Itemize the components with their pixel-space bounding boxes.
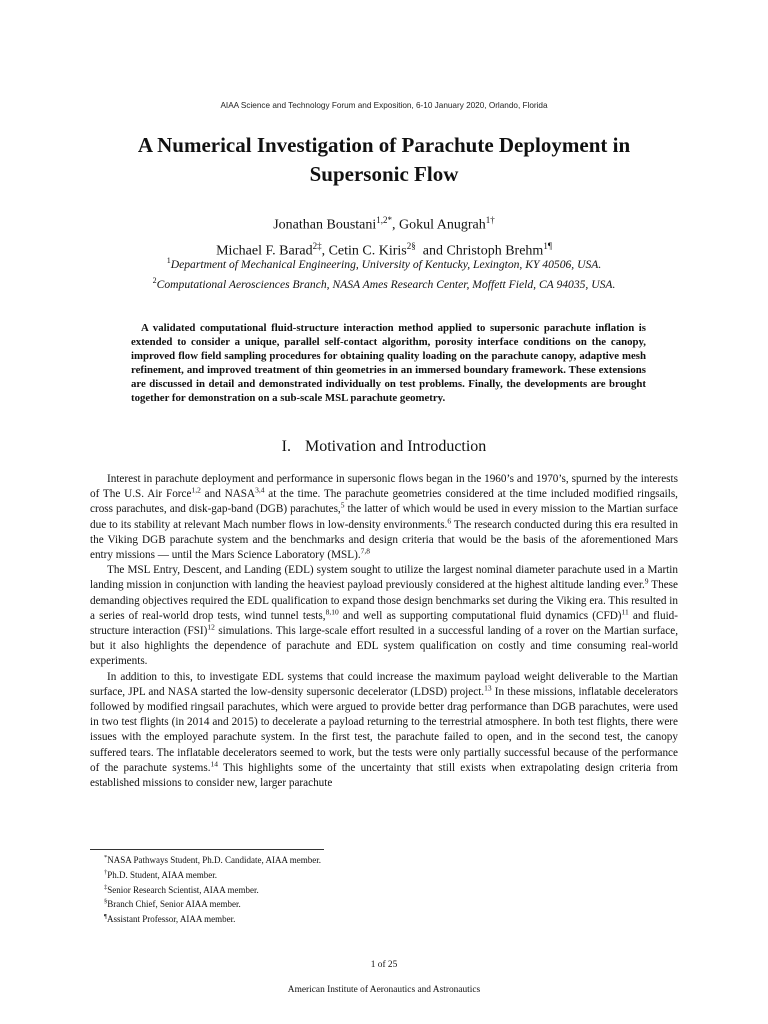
conference-header: AIAA Science and Technology Forum and Exposition, 6-10 January 2020, Orlando, Florida (220, 101, 548, 110)
author-name: Jonathan Boustani (273, 217, 377, 233)
paragraph (90, 472, 678, 563)
author-name: Christoph Brehm (446, 243, 544, 259)
footnote-marker: ‡ (317, 240, 322, 251)
footnote-text: NASA Pathways Student, Ph.D. Candidate, AIAA member. (107, 855, 321, 865)
footnote (104, 911, 604, 926)
footnote-mark: † (104, 868, 108, 876)
citation: 6 (447, 515, 452, 525)
paper-title (60, 131, 708, 189)
section-title: Motivation and Introduction (305, 438, 487, 455)
author-name: Michael F. Barad (216, 243, 313, 259)
footnote-divider (90, 849, 324, 850)
affiliation-text: Department of Mechanical Engineering, University of Kentucky, Lexington, KY 40506, USA. (170, 257, 602, 271)
footnote-marker: * (387, 215, 393, 225)
section-heading (0, 438, 768, 456)
citation: 5 (340, 500, 345, 510)
footnote-list (104, 852, 604, 926)
body-text (90, 472, 678, 791)
author-separator: , (321, 243, 326, 259)
citation: 13 (484, 683, 492, 693)
citation: 8,10 (325, 607, 339, 617)
footnote-text: Assistant Professor, AIAA member. (106, 914, 236, 925)
footnote-marker: § (411, 240, 416, 251)
author-name: Gokul Anugrah (399, 217, 486, 233)
citation: 11 (621, 607, 629, 617)
text-run: and NASA (200, 488, 256, 501)
affiliation-text: Computational Aerosciences Branch, NASA Ames Research Center, Moffett Field, CA 94035, USA. (156, 277, 616, 291)
paragraph (90, 563, 678, 669)
text-run: simulations. This large-scale effort resulted in a successful landing of a rover on the Martian surface, but it also highlights the dependence of parachute and EDL system qualification on costly and time consuming real-world experiments. (90, 625, 678, 668)
affiliation-marker: 2 (312, 240, 318, 251)
text-run: In addition to this, to investigate EDL systems that could increase the maximum payload weight deliverable to the Martian surface, JPL and NASA started the low-density supersonic decelerator (LDSD) project. (90, 670, 678, 698)
footnote-text: Senior Research Scientist, AIAA member. (107, 884, 259, 895)
author-name: Cetin C. Kiris (328, 243, 407, 259)
affiliation-1 (60, 256, 708, 271)
footnote (104, 867, 604, 882)
abstract: A validated computational fluid-structure interaction method applied to supersonic parachute inflation is extended to consider a unique, parallel self-contact algorithm, porosity interface conditions on the canopy, improved flow field sampling procedures for obtaining quality loading on the parachute canopy, adaptive mesh refinement, and improved treatment of thin geometries in an immersed boundary framework. These extensions are discussed in detail and demonstrated individually on test problems. Finally, the developments are brought together for demonstration on a sub-scale MSL parachute geometry. (131, 322, 646, 404)
affiliation-2 (60, 276, 708, 291)
affiliation-number: 2 (152, 276, 157, 285)
affiliation-marker: 1 (543, 240, 548, 251)
title-line-2: Supersonic Flow (309, 162, 459, 186)
citation: 7,8 (360, 546, 370, 556)
affiliation-marker: 2 (406, 240, 412, 251)
text-run: The MSL Entry, Descent, and Landing (EDL) system sought to utilize the largest nominal diameter parachute used in a Martin landing mission in conjunction with landing the heaviest payload previously considered at the highest altitude landing ever. (90, 564, 678, 592)
text-run: In these missions, inflatable decelerators followed by modified ringsail parachutes, which were argued to provide better drag performance than DGB parachutes, were used in two test flights (in 2014 and 2015) to decelerate a payload returning to the terrestrial atmosphere. In both test flights, there were issues with the employed parachute system. In the first test, the parachute failed to open, and in the second test, the canopy suffered tears. The inflatable decelerators seemed to work, but the tests were only partially successful because of the performance of the parachute systems. (90, 685, 678, 774)
footnote-mark: * (104, 854, 108, 861)
citation: 14 (210, 759, 218, 769)
citation: 12 (207, 622, 215, 632)
footnote (104, 882, 604, 897)
paragraph (90, 670, 678, 792)
text-run: This highlights some of the uncertainty that still exists when extrapolating design criteria from established missions to consider new, larger parachute (90, 761, 679, 790)
footnote-marker: ¶ (547, 240, 552, 251)
affiliation-marker: 1 (485, 215, 491, 225)
footnote-mark: ‡ (104, 883, 108, 891)
publisher-footer: American Institute of Aeronautics and Astronautics (287, 985, 481, 995)
section-number: I. (281, 438, 291, 455)
footnote-text: Ph.D. Student, AIAA member. (107, 869, 217, 880)
text-run: Interest in parachute deployment and performance in supersonic flows began in the 1960’s and 1970’s, spurned by the interests of The U.S. Air Force (90, 473, 678, 501)
affiliation-marker: 1,2 (376, 215, 388, 225)
text-run: These demanding objectives required the EDL qualification to expand those design benchmarks set during the Viking era. This resulted in a series of real-world drop tests, wind tunnel tests, (90, 579, 679, 622)
footnote-mark: § (104, 898, 108, 906)
title-line-1: A Numerical Investigation of Parachute Deployment in (137, 133, 631, 157)
footnote-text: Branch Chief, Senior AIAA member. (107, 899, 241, 910)
citation: 1,2 (191, 485, 201, 495)
text-run: and well as supporting computational fluid dynamics (CFD) (338, 609, 622, 622)
footnote-marker: † (490, 215, 495, 225)
footnote (104, 852, 604, 867)
footnote-mark: ¶ (104, 913, 107, 921)
author-list (60, 210, 708, 261)
author-conjunction: and (422, 243, 443, 259)
author-separator: , (392, 217, 396, 233)
citation: 3,4 (255, 485, 265, 495)
text-run: The research conducted during this era resulted in the Viking DGB parachute system and the benchmarks and design criteria that would be the basis of the aforementioned Mars entry missions — until the Mars Science Laboratory (MSL). (90, 518, 678, 562)
affiliation-number: 1 (166, 256, 171, 265)
page-number: 1 of 25 (370, 960, 398, 970)
text-run: at the time. The parachute geometries considered at the time included modified ringsails, cross parachutes, and disk-gap-band (DGB) parachutes, (90, 488, 678, 516)
citation: 9 (644, 576, 649, 586)
text-run: and fluid-structure interaction (FSI) (90, 609, 678, 638)
text-run: the latter of which would be used in every mission to the Martian surface due to its stability at relevant Mach number flows in low-density environments. (90, 503, 678, 531)
footnote (104, 896, 604, 911)
